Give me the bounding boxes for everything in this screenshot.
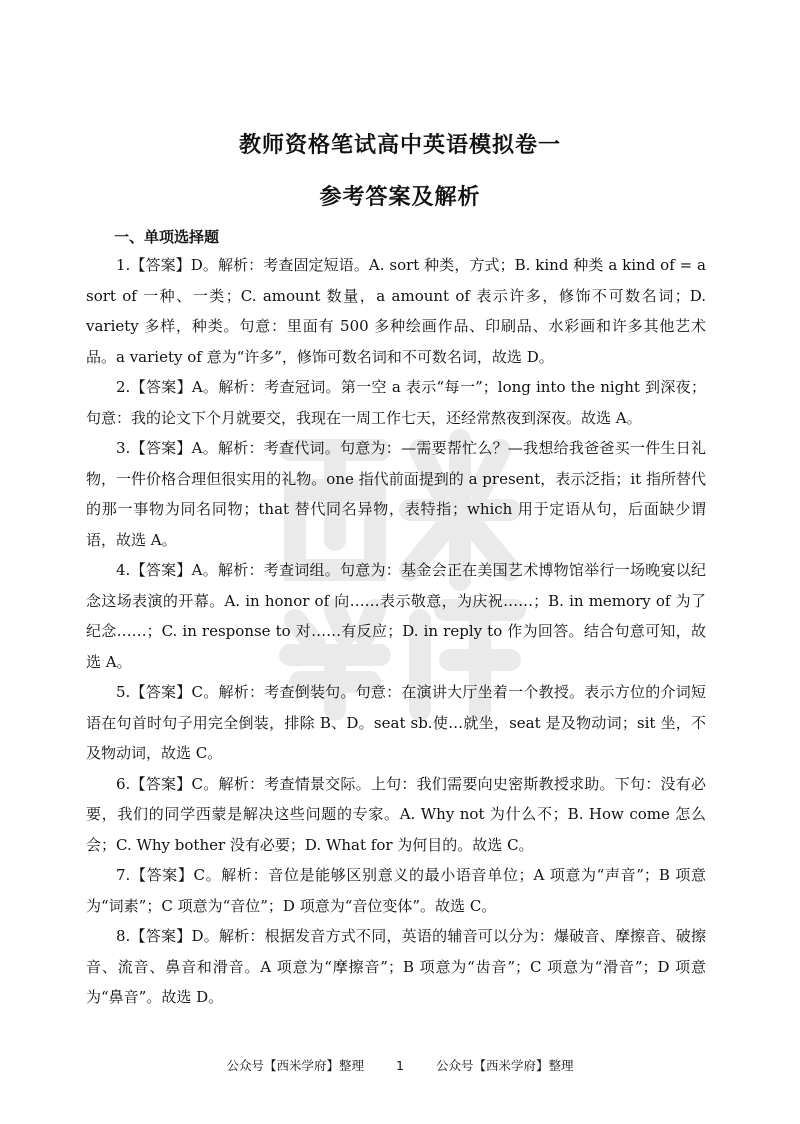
page-subtitle: 参考答案及解析 [319,185,481,210]
answer-item-3: 3.【答案】A。解析：考查代词。句意为：—需要帮忙么？—我想给我爸爸买一件生日礼物，一件价格合理但很实用的礼物。one 指代前面提到的 a present，表示泛指；it 指所替代的那一事物为同名同物；that 替代同名异物，表特指；which 用于定语从句，后面缺少谓语，故选 A。 [86,439,706,549]
answer-item-2: 2.【答案】A。解析：考查冠词。第一空 a 表示“每一”；long into the night 到深夜；句意：我的论文下个月就要交，我现在一周工作七天，还经常熬夜到深夜。故选 A。 [86,378,706,427]
answer-item-4: 4.【答案】A。解析：考查词组。句意为：基金会正在美国艺术博物馆举行一场晚宴以纪念这场表演的开幕。A. in honor of 向……表示敬意，为庆祝……；B. in memory of 为了纪念……；C. in response to 对……有反应；D. in reply to 作为回答。结合句意可知，故选 A。 [86,561,706,671]
footer-left-note: 公众号【西米学府】整理 [226,1058,365,1073]
page-footer [0,1056,800,1074]
page-number: 1 [396,1058,404,1073]
answer-item-8: 8.【答案】D。解析：根据发音方式不同，英语的辅音可以分为：爆破音、摩擦音、破擦音、流音、鼻音和滑音。A 项意为“摩擦音”；B 项意为“齿音”；C 项意为“滑音”；D 项意为“鼻音”。故选 D。 [86,927,706,1006]
page-title: 教师资格笔试高中英语模拟卷一 [238,133,561,158]
answer-item-5: 5.【答案】C。解析：考查倒装句。句意：在演讲大厅坐着一个教授。表示方位的介词短语在句首时句子用完全倒装，排除 B、D。seat sb.使…就坐，seat 是及物动词；sit 坐，不及物动词，故选 C。 [86,683,706,762]
answer-item-1: 1.【答案】D。解析：考查固定短语。A. sort 种类，方式；B. kind 种类 a kind of = a sort of 一种、一类；C. amount 数量，a amount of 表示许多，修饰不可数名词；D. variety 多样，种类。句意：里面有 500 多种绘画作品、印刷品、水彩画和许多其他艺术品。a variety of 意为“许多”，修饰可数名词和不可数名词，故选 D。 [86,256,706,366]
answer-list [86,250,706,1013]
answer-item-7: 7.【答案】C。解析：音位是能够区别意义的最小语音单位；A 项意为“声音”；B 项意为“词素”；C 项意为“音位”；D 项意为“音位变体”。故选 C。 [86,866,706,915]
section-heading: 一、单项选择题 [114,228,220,246]
answer-item-6: 6.【答案】C。解析：考查情景交际。上句：我们需要向史密斯教授求助。下句：没有必要，我们的同学西蒙是解决这些问题的专家。A. Why not 为什么不；B. How come 怎么会；C. Why bother 没有必要；D. What for 为何目的。故选 C。 [86,774,706,854]
footer-right-note: 公众号【西米学府】整理 [435,1058,574,1073]
